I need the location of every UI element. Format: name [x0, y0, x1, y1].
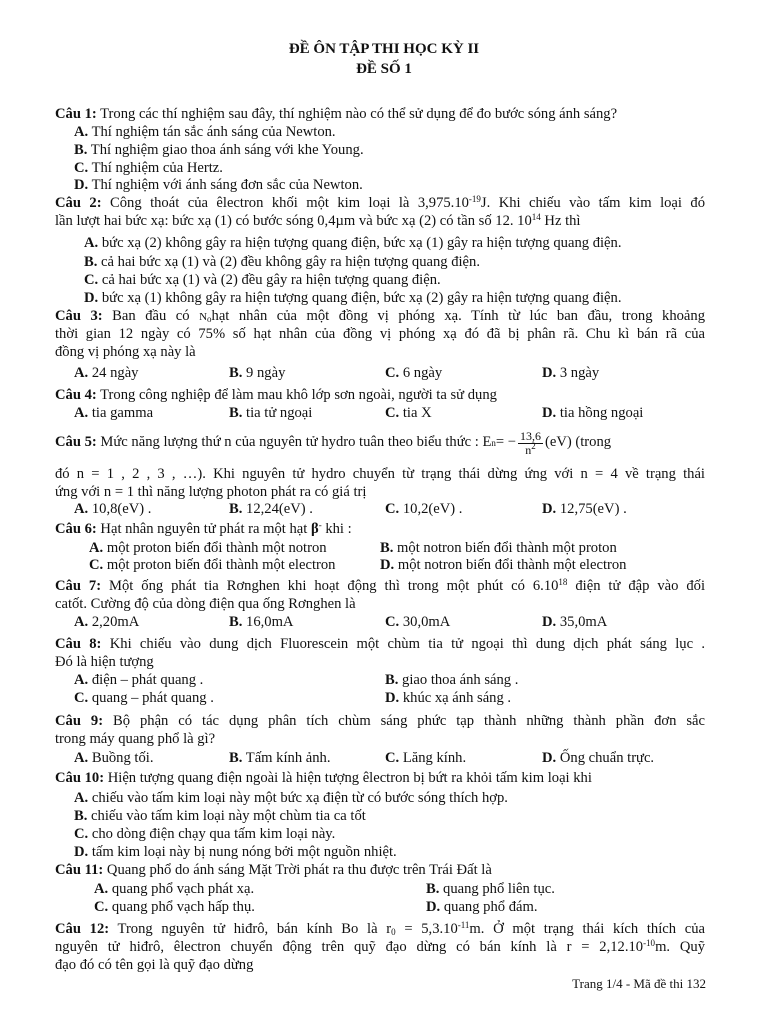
q8-option-b: B. giao thoa ánh sáng . — [385, 672, 519, 688]
question-8-line-2: Đó là hiện tượng — [55, 654, 154, 670]
question-5: Câu 5: Mức năng lượng thứ n của nguyên tử hydro tuân theo biểu thức : E n = − $\frac{13,6}{n^2}$ (eV) (trong — [55, 428, 612, 457]
q9-option-d: D. Ống chuẩn trực. — [542, 750, 655, 766]
question-2: Câu 2: Công thoát của êlectron khối một kim loại là $3,975.10^{-19}J$. Khi chiếu vào tấm kim loại đó — [55, 194, 705, 211]
q1-option-b: B. Thí nghiệm giao thoa ánh sáng với khe Young. — [74, 142, 364, 158]
question-2-line-2: lần lượt hai bức xạ: bức xạ (1) có bước sóng 0,4µm và bức xạ (2) có tần số 12. $10^{14}$ Hz thì — [55, 212, 581, 229]
q1-option-a: A. Thí nghiệm tán sắc ánh sáng của Newton. — [74, 124, 336, 140]
q10-option-d: D. tấm kim loại này bị nung nóng bởi một nguồn nhiệt. — [74, 844, 397, 860]
q3-option-d: D. 3 ngày — [542, 365, 600, 381]
q9-option-b: B. Tấm kính ảnh. — [229, 750, 331, 766]
q4-option-d: D. tia hồng ngoại — [542, 405, 644, 421]
question-3: Câu 3: Ban đầu có $N_ohạt$ nhân của một đồng vị phóng xạ. Tính từ lúc ban đầu, trong khoảng — [55, 308, 706, 324]
q7-option-b: B. 16,0mA — [229, 614, 294, 630]
exam-title: ĐỀ ÔN TẬP THI HỌC KỲ II — [288, 41, 480, 57]
question-5-line-2: đó n = 1 , 2 , 3 , …). Khi nguyên tử hydro chuyển từ trạng thái dừng ứng với n = 4 về trạng thái — [55, 466, 705, 482]
question-9-line-2: trong máy quang phổ là gì? — [55, 731, 216, 747]
question-4: Câu 4: Trong công nghiệp để làm mau khô lớp sơn ngoài, người ta sử dụng — [55, 387, 497, 403]
q7-option-d: D. 35,0mA — [542, 614, 608, 630]
question-7-line-2: catốt. Cường độ của dòng điện qua ống Rơnghen là — [55, 596, 356, 612]
q5-option-c: C. 10,2(eV) . — [385, 501, 463, 517]
question-1 — [55, 106, 705, 124]
question-12-line-3: đạo đó có tên gọi là quỹ đạo dừng — [55, 957, 254, 973]
question-10: Câu 10: Hiện tượng quang điện ngoài là hiện tượng êlectron bị bứt ra khỏi tấm kim loại khi — [55, 770, 592, 786]
q7-option-c: C. 30,0mA — [385, 614, 451, 630]
q1-option-d: D. Thí nghiệm với ánh sáng đơn sắc của Newton. — [74, 177, 363, 193]
q6-option-d: D. một notron biến đổi thành một electron — [380, 557, 627, 573]
q9-option-a: A. Buồng tối. — [74, 750, 154, 766]
q6-option-a: A. một proton biến đổi thành một notron — [89, 540, 327, 556]
q3-option-b: B. 9 ngày — [229, 365, 286, 381]
question-text: Trong các thí nghiệm sau đây, thí nghiệm nào có thể sử dụng để đo bước sóng ánh sáng? — [100, 106, 618, 122]
q6-option-c: C. một proton biến đổi thành một electron — [89, 557, 336, 573]
q2-option-d: D. bức xạ (1) không gây ra hiện tượng quang điện, bức xạ (2) gây ra hiện tượng quang điện. — [84, 290, 622, 306]
q2-option-c: C. cả hai bức xạ (1) và (2) đều gây ra hiện tượng quang điện. — [84, 272, 441, 288]
question-8: Câu 8: Khi chiếu vào dung dịch Fluorescein một chùm tia tử ngoại thì dung dịch phát sáng lục . — [55, 636, 705, 652]
question-3-line-2: thời gian 12 ngày có 75% số hạt nhân của đồng vị phóng xạ đó đã bị phân rã. Chu kì bán rã của — [55, 326, 705, 342]
q5-option-b: B. 12,24(eV) . — [229, 501, 313, 517]
q4-option-c: C. tia X — [385, 405, 432, 421]
q11-option-c: C. quang phổ vạch hấp thụ. — [94, 899, 255, 915]
q7-option-a: A. 2,20mA — [74, 614, 140, 630]
question-7: Câu 7: Một ống phát tia Rơnghen khi hoạt động thì trong một phút có 6.10$^{18}$ điện tử đập vào đối — [55, 577, 706, 594]
question-12: Câu 12: Trong nguyên tử hiđrô, bán kính Bo là $r_0 = 5,3.10^{-11}m$. Ở một trạng thái kích thích của — [55, 920, 705, 937]
question-6: Câu 6: Hạt nhân nguyên tử phát ra một hạt β- khi : — [55, 520, 352, 537]
q4-option-b: B. tia tử ngoại — [229, 405, 313, 421]
q9-option-c: C. Lăng kính. — [385, 750, 467, 766]
q8-option-c: C. quang – phát quang . — [74, 690, 214, 706]
q3-option-a: A. 24 ngày — [74, 365, 139, 381]
question-number: Câu 1: — [55, 106, 97, 122]
q8-option-d: D. khúc xạ ánh sáng . — [385, 690, 512, 706]
question-5-line-3: ứng với n = 1 thì năng lượng photon phát ra có giá trị — [55, 484, 367, 500]
q10-option-b: B. chiếu vào tấm kim loại này một chùm tia ca tốt — [74, 808, 366, 824]
q11-option-d: D. quang phổ đám. — [426, 899, 538, 915]
q5-option-d: D. 12,75(eV) . — [542, 501, 627, 517]
q11-option-b: B. quang phổ liên tục. — [426, 881, 555, 897]
q10-option-c: C. cho dòng điện chạy qua tấm kim loại này. — [74, 826, 336, 842]
question-3-line-3: đồng vị phóng xạ này là — [55, 344, 196, 360]
q3-option-c: C. 6 ngày — [385, 365, 443, 381]
energy-fraction: $\frac{13,6}{n^2}$ — [519, 428, 541, 457]
q8-option-a: A. điện – phát quang . — [74, 672, 204, 688]
q4-option-a: A. tia gamma — [74, 405, 154, 421]
q11-option-a: A. quang phổ vạch phát xạ. — [94, 881, 255, 897]
question-12-line-2: nguyên tử hiđrô, êlectron chuyển động trên quỹ đạo dừng có bán kính là $r = 2,12.10^{-10}m$. Quỹ — [55, 938, 705, 955]
question-11: Câu 11: Quang phổ do ánh sáng Mặt Trời phát ra thu được trên Trái Đất là — [55, 862, 492, 878]
page-footer: Trang 1/4 - Mã đề thi 132 — [572, 976, 706, 991]
q1-option-c: C. Thí nghiệm của Hertz. — [74, 160, 223, 176]
q5-option-a: A. 10,8(eV) . — [74, 501, 152, 517]
question-9: Câu 9: Bộ phận có tác dụng phân tích chùm sáng phức tạp thành những thành phần đơn sắc — [55, 713, 705, 729]
q6-option-b: B. một notron biến đổi thành một proton — [380, 540, 617, 556]
exam-number: ĐỀ SỐ 1 — [356, 61, 412, 77]
q2-option-a: A. bức xạ (2) không gây ra hiện tượng quang điện, bức xạ (1) gây ra hiện tượng quang điện. — [84, 235, 622, 251]
q10-option-a: A. chiếu vào tấm kim loại này một bức xạ điện từ có bước sóng thích hợp. — [74, 790, 508, 806]
q2-option-b: B. cả hai bức xạ (1) và (2) đều không gây ra hiện tượng quang điện. — [84, 254, 480, 270]
